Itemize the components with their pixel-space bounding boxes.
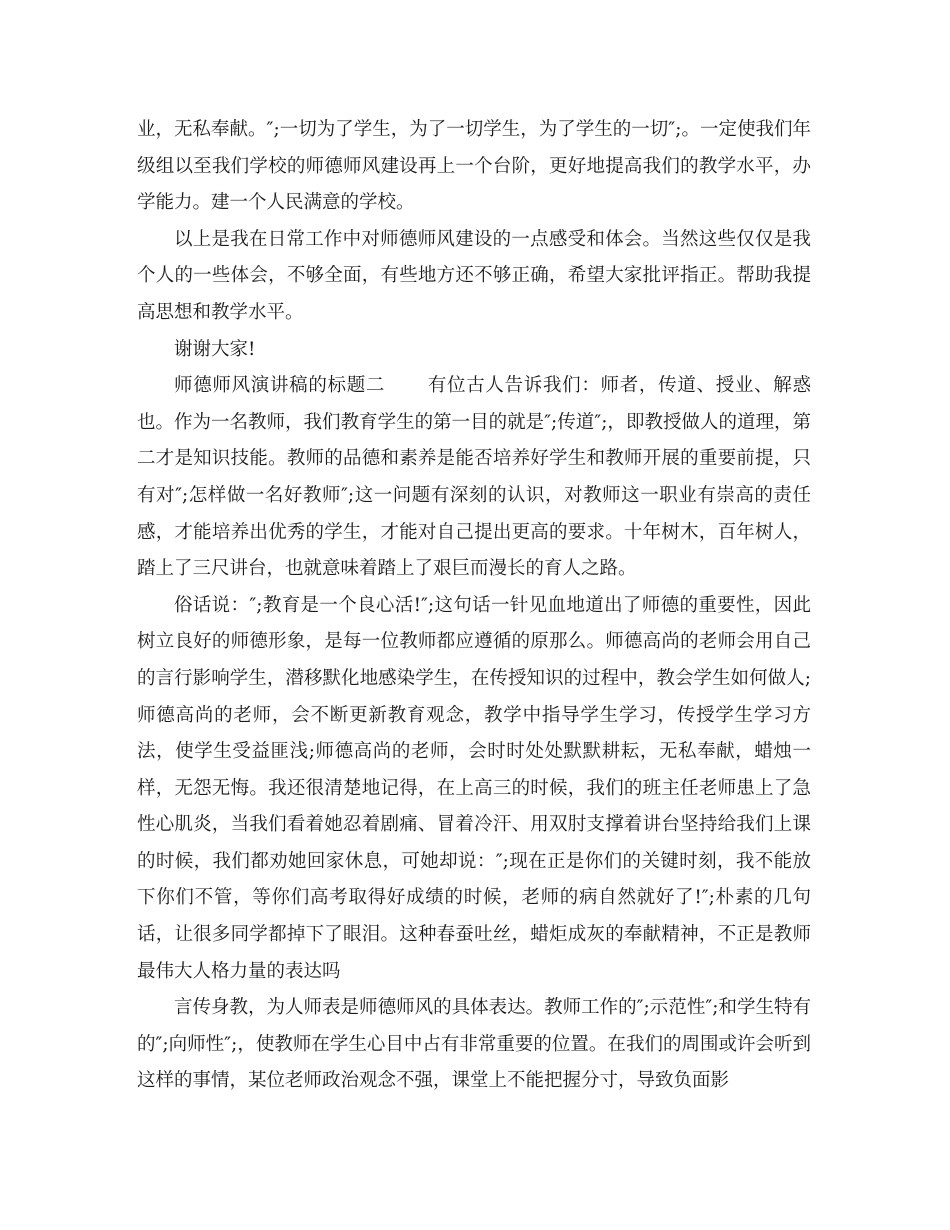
paragraph-proverb: 俗话说：″;教育是一个良心活!″;这句话一针见血地道出了师德的重要性，因此树立良好的师德形象，是每一位教师都应遵循的原那么。师德高尚的老师会用自己的言行影响学生，潜移默化地感染学生，在传授知识的过程中，教会学生如何做人;师德高尚的老师，会不断更新教育观念，教学中指导学生学习，传授学生学习方法，使学生受益匪浅;师德高尚的老师，会时时处处默默耕耘，无私奉献，蜡烛一样，无怨无悔。我还很清楚地记得，在上高三的时候，我们的班主任老师患上了急性心肌炎，当我们看着她忍着剧痛、冒着冷汗、用双肘支撑着讲台坚持给我们上课的时候，我们都劝她回家休息，可她却说：″;现在正是你们的关键时刻，我不能放下你们不管，等你们高考取得好成绩的时候，老师的病自然就好了!″;朴素的几句话，让很多同学都掉下了眼泪。这种春蚕吐丝，蜡炬成灰的奉献精神，不正是教师最伟大人格力量的表达吗 — [137, 594, 811, 982]
paragraph-role-model: 言传身教，为人师表是师德师风的具体表达。教师工作的″;示范性″;和学生特有的″;向师性″;，使教师在学生心目中占有非常重要的位置。在我们的周围或许会听到这样的事情，某位老师政治观念不强，课堂上不能把握分寸，导致负面影 — [137, 997, 811, 1092]
paragraph-section-two — [137, 368, 811, 588]
paragraph-reflection: 以上是我在日常工作中对师德师风建设的一点感受和体会。当然这些仅仅是我个人的一些体会，不够全面，有些地方还不够正确，希望大家批评指正。帮助我提高思想和教学水平。 — [137, 228, 811, 323]
paragraph-continuation: 业，无私奉献。″;一切为了学生，为了一切学生，为了学生的一切″;。一定使我们年级组以至我们学校的师德师风建设再上一个台阶，更好地提高我们的教学水平，办学能力。建一个人民满意的学校。 — [137, 119, 811, 214]
document-body — [137, 112, 811, 1100]
section-title: 师德师风演讲稿的标题二 — [174, 375, 386, 397]
paragraph-thanks: 谢谢大家! — [174, 338, 256, 360]
section-first-text: 有位古人告诉我们：师者，传道、授业、解惑也。作为一名教师，我们教育学生的第一目的就是″;传道″;，即教授做人的道理，第二才是知识技能。教师的品德和素养是能否培养好学生和教师开展的重要前提，只有对″;怎样做一名好教师″;这一问题有深刻的认识，对教师这一职业有崇高的责任感，才能培养出优秀的学生，才能对自己提出更高的要求。十年树木，百年树人，踏上了三尺讲台，也就意味着踏上了艰巨而漫长的育人之路。 — [137, 375, 811, 580]
